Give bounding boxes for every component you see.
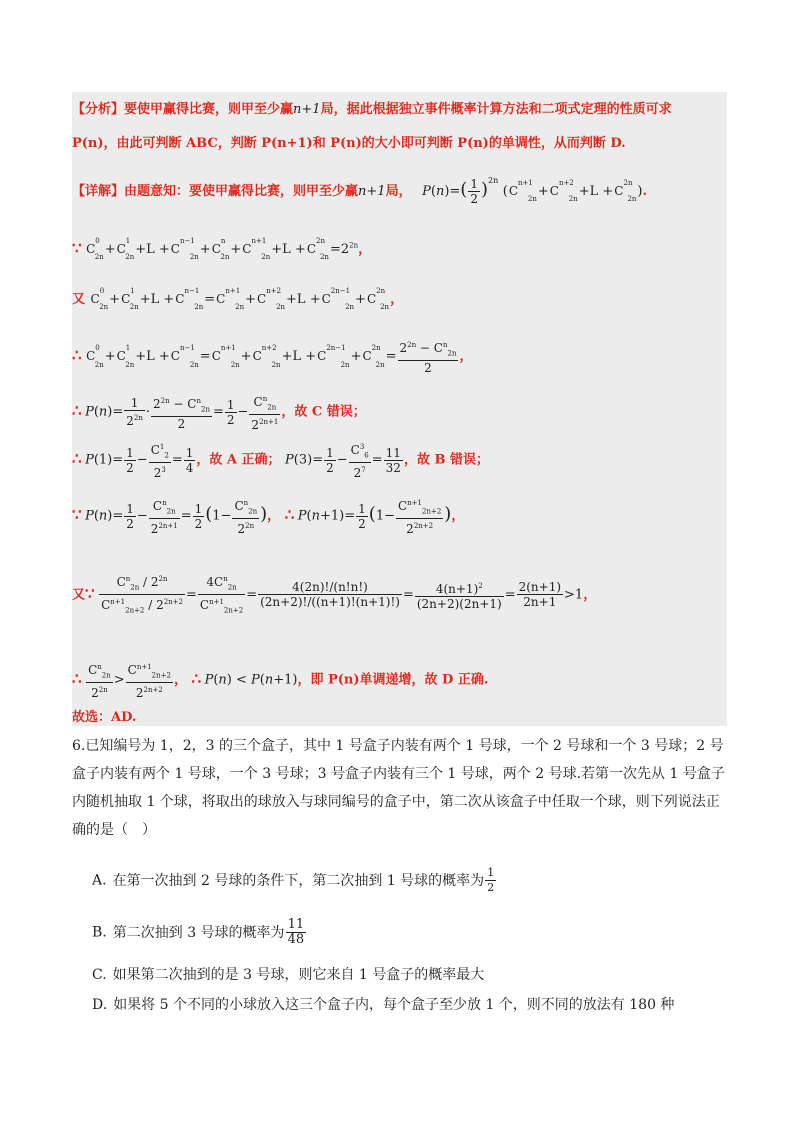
pn-pn1-line: ∵ P(n)= $\frac{1}{2}$ − $\frac{C^n_{2n}}{2^{2n+1}}$ = $\frac{1}{2}$ (1− $\frac{C^n_{2n}}{2^{2n}}$ )， ∴ P(n+1)= $\frac{1}{2}$ (1− $\frac{C^{n+1}_{2n+2}}{2^{2n+2}}$ )， (72, 496, 464, 536)
answer-line: 故选：AD. (72, 710, 137, 725)
detail-line: 【详解】由题意知：要使甲赢得比赛，则甲至少赢n+1局， P(n)=( $\frac{1}{2}$ )$^{2n}$ $(C^{n+1}_{2n}+C^{n+2}_{2n}+L +C^{2n}_{2n})$. (72, 176, 648, 206)
option-a: A. 在第一次抽到 2 号球的条件下，第二次抽到 1 号球的概率为 $\frac{1}{2}$ (92, 866, 495, 894)
question-6 (72, 732, 728, 844)
p1-p3-line: ∴ P(1)= $\frac{1}{2}$ − $\frac{C^1_2}{2^3}$ = $\frac{1}{4}$ ，故 A 正确； P(3)= $\frac{1}{2}$ − $\frac{C^3_6}{2^7}$ = $\frac{11}{32}$ ，故 B 错误； (72, 440, 489, 480)
ratio-line: 又∵ $\frac{C^n_{2n} / 2^{2n}}{C^{n+1}_{2n+2} / 2^{2n+2}}$ = $\frac{4C^n_{2n}}{C^{n+1}_{2n+2}}$ = $\frac{4(2n)!/(n!n!)}{(2n+2)!/((n+1)!(n+1)!)}$ = $\frac{4(n+1)^2}{(2n+2)(2n+1)}$ = $\frac{2(n+1)}{2n+1}$ >1， (72, 572, 596, 618)
binomial-sum-line: ∵ $C^0_{2n}+C^1_{2n}+L +C^{n-1}_{2n}+C^n_{2n}+C^{n+1}_{2n}+L +C^{2n}_{2n}=2^{2n}$， (72, 237, 372, 262)
question-number: 6. (72, 738, 86, 754)
analysis-line-2: P(n)，由此可判断 ABC，判断 P(n+1)和 P(n)的大小即可判断 P(n)的单调性，从而判断 D. (72, 136, 626, 151)
analysis-line-1: 【分析】要使甲赢得比赛，则甲至少赢n+1局，据此根据独立事件概率计算方法和二项式定理的性质可求 (72, 102, 672, 117)
pn-line: ∴ P(n)= $\frac{1}{2^{2n}}$ · $\frac{2^{2n} - C^n_{2n}}{2}$ = $\frac{1}{2}$ − $\frac{C^n_{2n}}{2^{2n+1}}$ ，故 C 错误； (72, 392, 366, 432)
monotone-line: ∴ $\frac{C^n_{2n}}{2^{2n}}$ > $\frac{C^{n+1}_{2n+2}}{2^{2n+2}}$ ， ∴ P(n) < P(n+1)，即 P(n)单调递增，故 D 正确. (72, 660, 488, 700)
option-c: C. 如果第二次抽到的是 3 号球，则它来自 1 号盒子的概率最大 (92, 967, 485, 983)
option-d: D. 如果将 5 个不同的小球放入这三个盒子内，每个盒子至少放 1 个，则不同的放法有 180 种 (92, 997, 675, 1013)
half-sum-line: ∴ $C^0_{2n}+C^1_{2n}+L +C^{n-1}_{2n}=C^{n+1}_{2n}+C^{n+2}_{2n}+L +C^{2n-1}_{2n}+C^{2n}_{2n}=$ $\frac{2^{2n} - C^n_{2n}}{2}$ ， (72, 338, 472, 375)
option-b: B. 第二次抽到 3 号球的概率为 $\frac{11}{48}$ (92, 917, 305, 947)
symmetry-line: 又 $C^0_{2n}+C^1_{2n}+L +C^{n-1}_{2n}=C^{n+1}_{2n}+C^{n+2}_{2n}+L +C^{2n-1}_{2n}+C^{2n}_{2n}$， (72, 287, 404, 312)
question-text: 已知编号为 1，2，3 的三个盒子，其中 1 号盒子内装有两个 1 号球，一个 2 号球和一个 3 号球；2 号盒子内装有两个 1 号球，一个 3 号球；3 号盒子内装有三个 1 号球，两个 2 号球.若第一次先从 1 号盒子内随机抽取 1 个球，将取出的球放入与球同编号的盒子中，第二次从该盒子中任取一个球，则下列说法正确的是（ ） (72, 738, 725, 838)
